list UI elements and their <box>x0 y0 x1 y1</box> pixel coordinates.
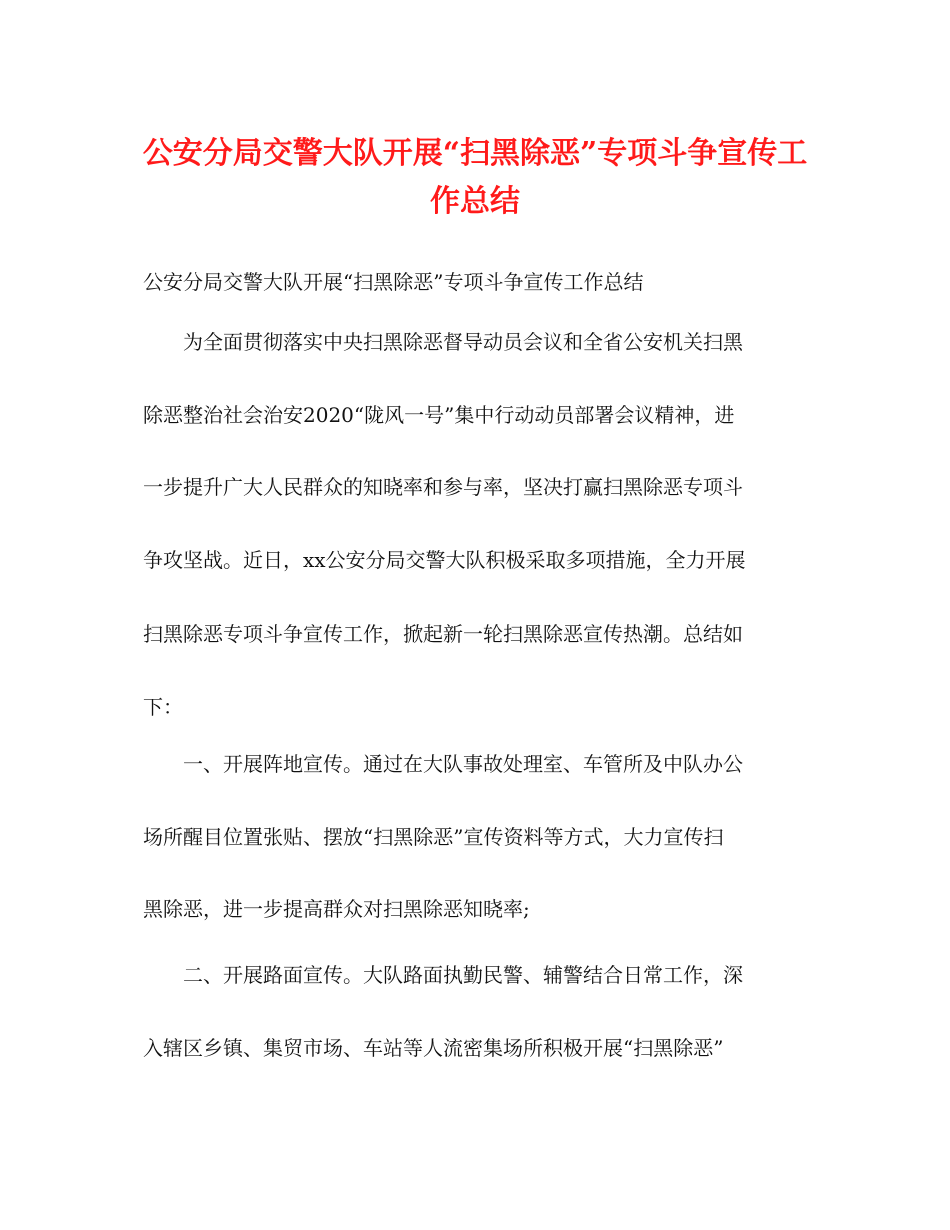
paragraph-1-line-4: 争攻坚战。近日，xx公安分局交警大队积极采取多项措施，全力开展 <box>143 548 746 572</box>
paragraph-2-line-3: 黑除恶，进一步提高群众对扫黑除恶知晓率; <box>143 897 530 921</box>
paragraph-3-line-1: 二、开展路面宣传。大队路面执勤民警、辅警结合日常工作，深 <box>183 963 743 987</box>
paragraph-2-line-2: 场所醒目位置张贴、摆放“扫黑除恶”宣传资料等方式，大力宣传扫 <box>143 825 724 849</box>
paragraph-1-line-5: 扫黑除恶专项斗争宣传工作，掀起新一轮扫黑除恶宣传热潮。总结如 <box>143 622 743 646</box>
paragraph-2-line-1: 一、开展阵地宣传。通过在大队事故处理室、车管所及中队办公 <box>183 752 743 776</box>
paragraph-1-line-1: 为全面贯彻落实中央扫黑除恶督导动员会议和全省公安机关扫黑 <box>183 330 743 354</box>
paragraph-1-line-6: 下： <box>143 695 183 719</box>
document-subtitle: 公安分局交警大队开展“扫黑除恶”专项斗争宣传工作总结 <box>143 270 644 294</box>
document-title-line-1: 公安分局交警大队开展“扫黑除恶”专项斗争宣传工 <box>142 136 808 171</box>
paragraph-1-line-2: 除恶整治社会治安2020“陇风一号”集中行动动员部署会议精神，进 <box>143 403 735 427</box>
paragraph-3-line-2: 入辖区乡镇、集贸市场、车站等人流密集场所积极开展“扫黑除恶” <box>143 1036 724 1060</box>
document-title-line-2: 作总结 <box>430 184 520 219</box>
paragraph-1-line-3: 一步提升广大人民群众的知晓率和参与率，坚决打赢扫黑除恶专项斗 <box>143 475 743 499</box>
